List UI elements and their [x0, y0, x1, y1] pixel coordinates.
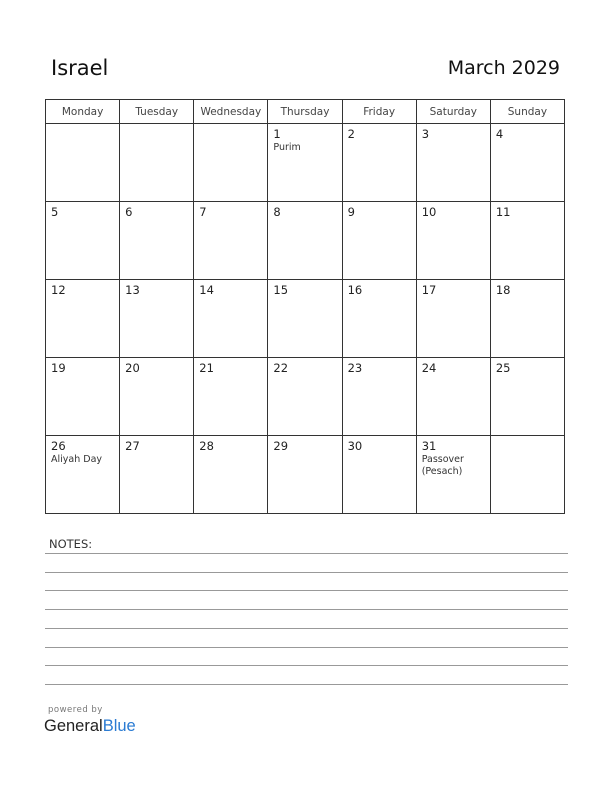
- weekday-header: Wednesday: [194, 100, 268, 124]
- day-number: 28: [199, 439, 214, 453]
- day-number: 23: [347, 361, 363, 375]
- day-cell: [343, 202, 417, 280]
- brand-general: General: [44, 717, 103, 735]
- day-cell: [194, 280, 268, 358]
- day-number: 26: [51, 439, 66, 453]
- day-cell: [46, 202, 120, 280]
- day-cell: [417, 280, 491, 358]
- day-number: 20: [125, 361, 140, 375]
- note-line: [45, 572, 568, 573]
- day-cell: [120, 202, 194, 280]
- day-cell: [417, 124, 491, 202]
- note-line: [45, 628, 568, 629]
- note-line: [45, 665, 568, 666]
- weekday-header: Monday: [46, 100, 120, 124]
- day-number: 15: [273, 283, 289, 297]
- day-cell: [417, 436, 491, 514]
- day-cell: [417, 358, 491, 436]
- holiday-label: Purim: [273, 142, 301, 153]
- day-number: 10: [421, 205, 437, 219]
- day-cell: [343, 280, 417, 358]
- day-cell: [120, 280, 194, 358]
- day-number: 24: [421, 361, 437, 375]
- day-cell: [268, 202, 342, 280]
- brand-blue: Blue: [102, 717, 136, 735]
- weekday-header: Saturday: [417, 100, 491, 124]
- powered-by-text: powered by: [48, 705, 103, 715]
- day-number: 27: [125, 439, 140, 453]
- note-line: [45, 647, 568, 648]
- day-number: 6: [125, 205, 133, 219]
- day-number: 5: [51, 205, 59, 219]
- note-line: [45, 590, 568, 591]
- day-number: 25: [495, 361, 511, 375]
- day-cell: [120, 124, 194, 202]
- holiday-label: Passover (Pesach): [421, 454, 464, 477]
- day-number: 18: [495, 283, 511, 297]
- day-cell: [46, 436, 120, 514]
- day-number: 16: [347, 283, 363, 297]
- day-cell: [46, 358, 120, 436]
- day-number: 17: [421, 283, 437, 297]
- generalblue-logo: [44, 717, 136, 736]
- calendar-grid: [45, 99, 565, 514]
- holiday-label: Aliyah Day: [51, 454, 103, 465]
- day-number: 7: [199, 205, 207, 219]
- day-cell: [46, 280, 120, 358]
- day-cell: [194, 202, 268, 280]
- country-title: Israel: [51, 56, 109, 80]
- day-cell: [417, 202, 491, 280]
- day-cell: [194, 358, 268, 436]
- weekday-header: Tuesday: [120, 100, 194, 124]
- weekday-header: Friday: [343, 100, 417, 124]
- day-cell: [491, 280, 565, 358]
- day-cell: [343, 436, 417, 514]
- day-cell: [268, 436, 342, 514]
- day-cell: [491, 436, 565, 514]
- day-number: 2: [347, 127, 355, 141]
- day-number: 22: [273, 361, 289, 375]
- day-number: 12: [51, 283, 66, 297]
- day-cell: [491, 358, 565, 436]
- day-cell: [268, 280, 342, 358]
- weekday-header: Sunday: [491, 100, 565, 124]
- day-number: 13: [125, 283, 140, 297]
- day-number: 9: [347, 205, 355, 219]
- day-cell: [268, 124, 342, 202]
- month-year-title: March 2029: [447, 57, 560, 79]
- day-cell: [120, 358, 194, 436]
- note-line: [45, 553, 568, 554]
- day-number: 3: [421, 127, 430, 141]
- day-number: 8: [273, 205, 281, 219]
- day-cell: [120, 436, 194, 514]
- day-cell: [491, 124, 565, 202]
- note-line: [45, 609, 568, 610]
- day-cell: [194, 124, 268, 202]
- day-number: 21: [199, 361, 214, 375]
- day-number: 4: [495, 127, 504, 141]
- day-number: 30: [347, 439, 363, 453]
- weekday-header: Thursday: [268, 100, 342, 124]
- day-number: 29: [273, 439, 289, 453]
- note-line: [45, 684, 568, 685]
- day-cell: [194, 436, 268, 514]
- day-cell: [46, 124, 120, 202]
- day-number: 11: [495, 205, 511, 219]
- day-number: 1: [273, 127, 281, 141]
- day-number: 14: [199, 283, 214, 297]
- day-cell: [268, 358, 342, 436]
- day-cell: [343, 124, 417, 202]
- notes-label: NOTES:: [49, 537, 93, 551]
- day-number: 19: [51, 361, 66, 375]
- day-cell: [491, 202, 565, 280]
- day-number: 31: [421, 439, 437, 453]
- day-cell: [343, 358, 417, 436]
